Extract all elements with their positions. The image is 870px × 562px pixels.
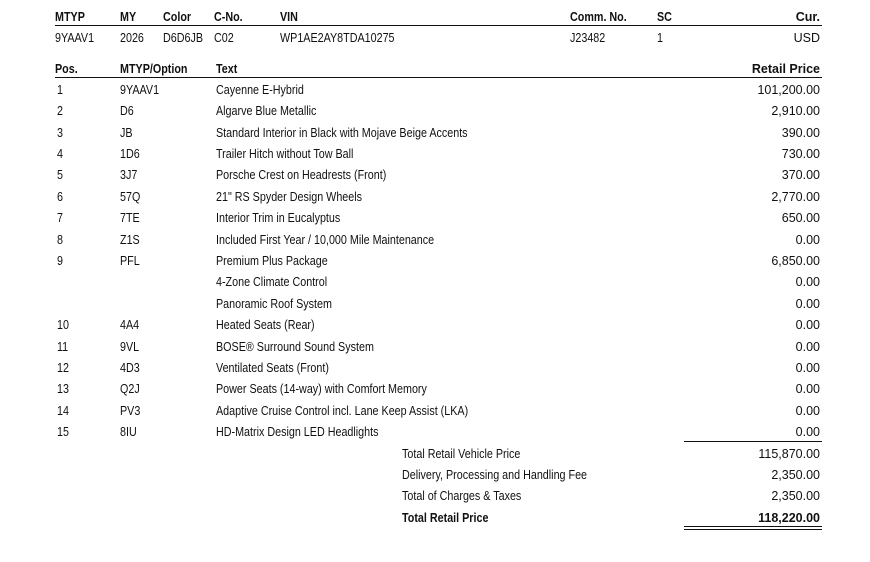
header-label-vin: VIN [280, 10, 298, 24]
total-retail-price-label: Total Retail Price [402, 511, 489, 525]
row-text: HD-Matrix Design LED Headlights [216, 425, 379, 439]
row-option: PFL [120, 254, 140, 268]
header-label-sc: SC [657, 10, 672, 24]
row-text: Algarve Blue Metallic [216, 104, 317, 118]
column-header-option: MTYP/Option [120, 62, 188, 76]
row-text: Porsche Crest on Headrests (Front) [216, 168, 387, 182]
header-value-vin: WP1AE2AY8TDA10275 [280, 31, 395, 45]
row-text: Interior Trim in Eucalyptus [216, 211, 341, 225]
row-pos: 3 [57, 126, 63, 140]
row-option: 9VL [120, 340, 140, 354]
row-price: 2,910.00 [771, 104, 820, 118]
row-option: 9YAAV1 [120, 83, 160, 97]
row-pos: 14 [57, 404, 69, 418]
row-option: PV3 [120, 404, 141, 418]
charges-taxes-value: 2,350.00 [771, 489, 820, 503]
row-pos: 8 [57, 233, 63, 247]
row-option: 3J7 [120, 168, 138, 182]
header-value-comm: J23482 [570, 31, 606, 45]
row-price: 2,770.00 [771, 190, 820, 204]
delivery-fee-value: 2,350.00 [771, 468, 820, 482]
header-label-cno: C-No. [214, 10, 243, 24]
row-price: 0.00 [795, 318, 820, 332]
row-text: Panoramic Roof System [216, 297, 332, 311]
row-option: Q2J [120, 382, 140, 396]
row-pos: 12 [57, 361, 69, 375]
total-vehicle-price-value: 115,870.00 [758, 447, 820, 461]
row-price: 0.00 [795, 233, 820, 247]
row-pos: 1 [57, 83, 63, 97]
row-price: 0.00 [795, 425, 820, 439]
row-pos: 15 [57, 425, 69, 439]
row-price: 0.00 [795, 297, 820, 311]
grand-total-rule-bottom [684, 529, 822, 530]
row-text: Premium Plus Package [216, 254, 328, 268]
column-header-text: Text [216, 62, 238, 76]
total-retail-price-value: 118,220.00 [758, 511, 820, 525]
row-pos: 4 [57, 147, 63, 161]
row-text: Cayenne E-Hybrid [216, 83, 304, 97]
header-value-color: D6D6JB [163, 31, 204, 45]
row-text: Heated Seats (Rear) [216, 318, 315, 332]
header-value-cur: USD [793, 31, 820, 45]
row-price: 390.00 [781, 126, 820, 140]
grand-total-rule-top [684, 526, 822, 527]
header-label-comm: Comm. No. [570, 10, 627, 24]
column-header-pos: Pos. [55, 62, 78, 76]
row-pos: 6 [57, 190, 63, 204]
row-price: 101,200.00 [757, 83, 820, 97]
row-price: 650.00 [781, 211, 820, 225]
row-option: 8IU [120, 425, 137, 439]
row-option: 4A4 [120, 318, 140, 332]
row-text: 4-Zone Climate Control [216, 275, 328, 289]
row-text: Ventilated Seats (Front) [216, 361, 329, 375]
header-label-mtyp: MTYP [55, 10, 85, 24]
row-pos: 13 [57, 382, 69, 396]
charges-taxes-label: Total of Charges & Taxes [402, 489, 522, 503]
header-label-color: Color [163, 10, 192, 24]
row-option: D6 [120, 104, 134, 118]
row-text: Power Seats (14-way) with Comfort Memory [216, 382, 427, 396]
row-text: BOSE® Surround Sound System [216, 340, 374, 354]
header-rule [55, 25, 822, 26]
row-price: 730.00 [781, 147, 820, 161]
table-header-rule [55, 77, 822, 78]
header-value-mtyp: 9YAAV1 [55, 31, 95, 45]
row-option: 7TE [120, 211, 140, 225]
row-price: 6,850.00 [771, 254, 820, 268]
row-text: 21" RS Spyder Design Wheels [216, 190, 363, 204]
row-pos: 9 [57, 254, 63, 268]
row-text: Adaptive Cruise Control incl. Lane Keep Assist (LKA) [216, 404, 469, 418]
header-value-cno: C02 [214, 31, 234, 45]
row-pos: 2 [57, 104, 63, 118]
row-option: 1D6 [120, 147, 140, 161]
total-vehicle-price-label: Total Retail Vehicle Price [402, 447, 521, 461]
subtotal-rule [684, 441, 822, 442]
row-pos: 10 [57, 318, 69, 332]
row-option: JB [120, 126, 133, 140]
column-header-price: Retail Price [751, 62, 820, 76]
row-price: 0.00 [795, 404, 820, 418]
row-pos: 5 [57, 168, 63, 182]
row-option: Z1S [120, 233, 140, 247]
row-pos: 7 [57, 211, 63, 225]
delivery-fee-label: Delivery, Processing and Handling Fee [402, 468, 588, 482]
row-price: 0.00 [795, 361, 820, 375]
row-text: Standard Interior in Black with Mojave Beige Accents [216, 126, 468, 140]
row-text: Included First Year / 10,000 Mile Maintenance [216, 233, 435, 247]
row-price: 0.00 [795, 275, 820, 289]
header-value-sc: 1 [657, 31, 663, 45]
row-price: 370.00 [781, 168, 820, 182]
header-label-cur: Cur. [795, 10, 820, 24]
header-label-my: MY [120, 10, 137, 24]
header-value-my: 2026 [120, 31, 144, 45]
row-price: 0.00 [795, 382, 820, 396]
row-price: 0.00 [795, 340, 820, 354]
row-pos: 11 [57, 340, 69, 354]
row-text: Trailer Hitch without Tow Ball [216, 147, 354, 161]
row-option: 4D3 [120, 361, 140, 375]
row-option: 57Q [120, 190, 141, 204]
